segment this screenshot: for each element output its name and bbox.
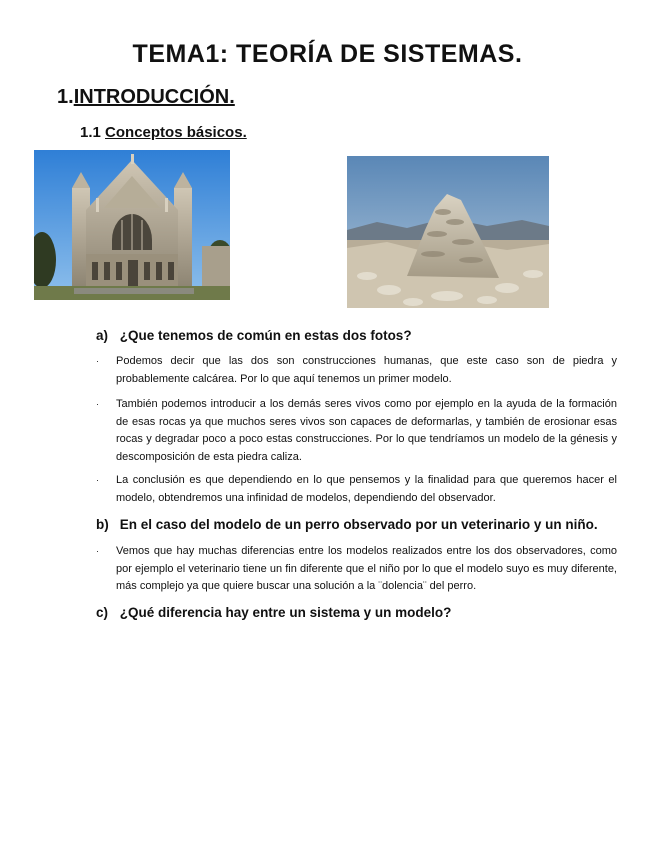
question-text: ¿Qué diferencia hay entre un sistema y un modelo? <box>119 605 452 620</box>
cathedral-photo <box>34 150 230 300</box>
question-text: En el caso del modelo de un perro observado por un veterinario y un niño. <box>119 517 598 532</box>
question-c <box>96 605 626 620</box>
question-label: c) <box>96 605 109 620</box>
bullet-text: También podemos introducir a los demás seres vivos como por ejemplo en la ayuda de la formación de esas rocas ya que muchos seres vivos son capaces de deformarlas, y también de erosionar esas rocas y degradar poco a poco estas construcciones. Por lo que tendríamos un modelo de la génesis y descomposición de esta piedra caliza. <box>116 398 617 463</box>
list-item <box>96 353 617 388</box>
list-item <box>96 396 617 466</box>
list-item <box>96 543 617 596</box>
question-label: a) <box>96 328 109 343</box>
section-title: INTRODUCCIÓN. <box>73 86 235 108</box>
bullet-text: Vemos que hay muchas diferencias entre los modelos realizados entre los dos observadores, como por ejemplo el veterinario tiene un fin diferente que el niño por lo que el modelo suyo es muy diferente, más complejo ya que quiere buscar una solución a la ¨dolencia¨ del perro. <box>116 545 617 592</box>
bullet-text: La conclusión es que dependiendo en lo que pensemos y la finalidad para que queremos hacer el modelo, obtendremos una infinidad de modelos, dependiendo del observador. <box>116 474 617 504</box>
section-heading <box>57 86 235 109</box>
bullet-icon: · <box>96 356 99 366</box>
bullet-icon: · <box>96 546 99 556</box>
bullet-icon: · <box>96 475 99 485</box>
question-text: ¿Que tenemos de común en estas dos fotos? <box>119 328 412 343</box>
question-b <box>96 517 626 532</box>
stone-cairn-photo <box>347 156 549 308</box>
section-number: 1. <box>57 86 74 108</box>
subsection-title: Conceptos básicos. <box>105 124 247 141</box>
subsection-number: 1.1 <box>80 124 101 141</box>
question-label: b) <box>96 517 109 532</box>
question-a <box>96 328 626 343</box>
bullet-icon: · <box>96 399 99 409</box>
bullet-text: Podemos decir que las dos son construcciones humanas, que este caso son de piedra y probablemente calcárea. Por lo que aquí tenemos un primer modelo. <box>116 355 617 385</box>
page-title: TEMA1: TEORÍA DE SISTEMAS. <box>132 40 523 68</box>
subsection-heading <box>80 124 247 141</box>
list-item <box>96 472 617 507</box>
